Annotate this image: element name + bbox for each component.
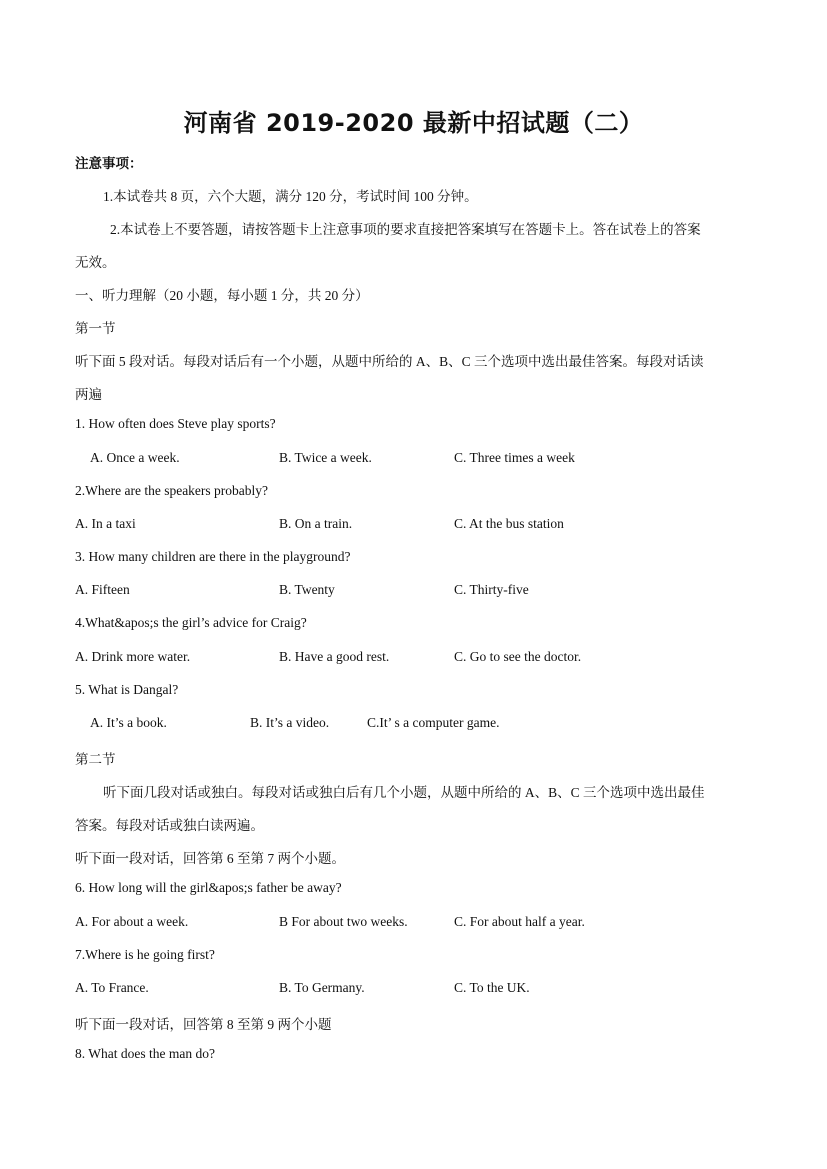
question-5: 5. What is Dangal? [75,682,179,697]
question-2: 2.Where are the speakers probably? [75,483,269,498]
question-7-option-b: B. To Germany. [279,980,365,995]
question-6-option-c: C. For about half a year. [454,914,585,929]
question-1-option-c: C. Three times a week [454,450,575,465]
exam-title: 河南省 2019-2020 最新中招试题（二） [183,109,644,137]
question-5-option-a: A. It’s a book. [90,715,167,730]
question-1-option-a: A. Once a week. [90,450,180,465]
question-5-option-c: C.It’ s a computer game. [367,715,500,730]
notice-item-2-line-2: 无效。 [75,255,116,270]
question-8: 8. What does the man do? [75,1046,215,1061]
section1-instruction-line-1: 听下面 5 段对话。每段对话后有一个小题，从题中所给的 A、B、C 三个选项中选出最佳答案。每段对话读 [75,354,704,369]
dialog-1-instruction: 听下面一段对话，回答第 6 至第 7 两个小题。 [75,851,345,866]
question-3-option-c: C. Thirty-five [454,582,529,597]
dialog-2-instruction: 听下面一段对话，回答第 8 至第 9 两个小题 [75,1017,332,1032]
notice-item-1: 1.本试卷共 8 页，六个大题，满分 120 分，考试时间 100 分钟。 [103,189,478,204]
question-6-option-b: B For about two weeks. [279,914,408,929]
question-7: 7.Where is he going first? [75,947,215,962]
section1-instruction-line-2: 两遍 [75,387,102,402]
question-2-option-c: C. At the bus station [454,516,564,531]
question-4-option-b: B. Have a good rest. [279,649,390,664]
question-5-option-b: B. It’s a video. [250,715,330,730]
section2-heading: 第二节 [75,752,116,767]
notice-heading: 注意事项： [75,156,143,171]
question-3-option-b: B. Twenty [279,582,335,597]
question-6: 6. How long will the girl&apos;s father be away? [75,880,342,895]
question-4-option-c: C. Go to see the doctor. [454,649,582,664]
section1-heading: 第一节 [75,321,116,336]
question-1-option-b: B. Twice a week. [279,450,372,465]
part1-heading: 一、听力理解（20 小题，每小题 1 分，共 20 分） [75,288,369,303]
question-7-option-c: C. To the UK. [454,980,530,995]
question-4: 4.What&apos;s the girl’s advice for Craig? [75,615,307,630]
question-6-option-a: A. For about a week. [75,914,189,929]
question-7-option-a: A. To France. [75,980,149,995]
question-2-option-b: B. On a train. [279,516,353,531]
notice-item-2-line-1: 2.本试卷上不要答题，请按答题卡上注意事项的要求直接把答案填写在答题卡上。答在试卷上的答案 [110,222,701,237]
question-1: 1. How often does Steve play sports? [75,416,276,431]
section2-instruction-line-1: 听下面几段对话或独白。每段对话或独白后有几个小题，从题中所给的 A、B、C 三个选项中选出最佳 [103,785,705,800]
question-2-option-a: A. In a taxi [75,516,136,531]
question-3: 3. How many children are there in the playground? [75,549,351,564]
section2-instruction-line-2: 答案。每段对话或独白读两遍。 [75,818,264,833]
question-3-option-a: A. Fifteen [75,582,130,597]
question-4-option-a: A. Drink more water. [75,649,191,664]
